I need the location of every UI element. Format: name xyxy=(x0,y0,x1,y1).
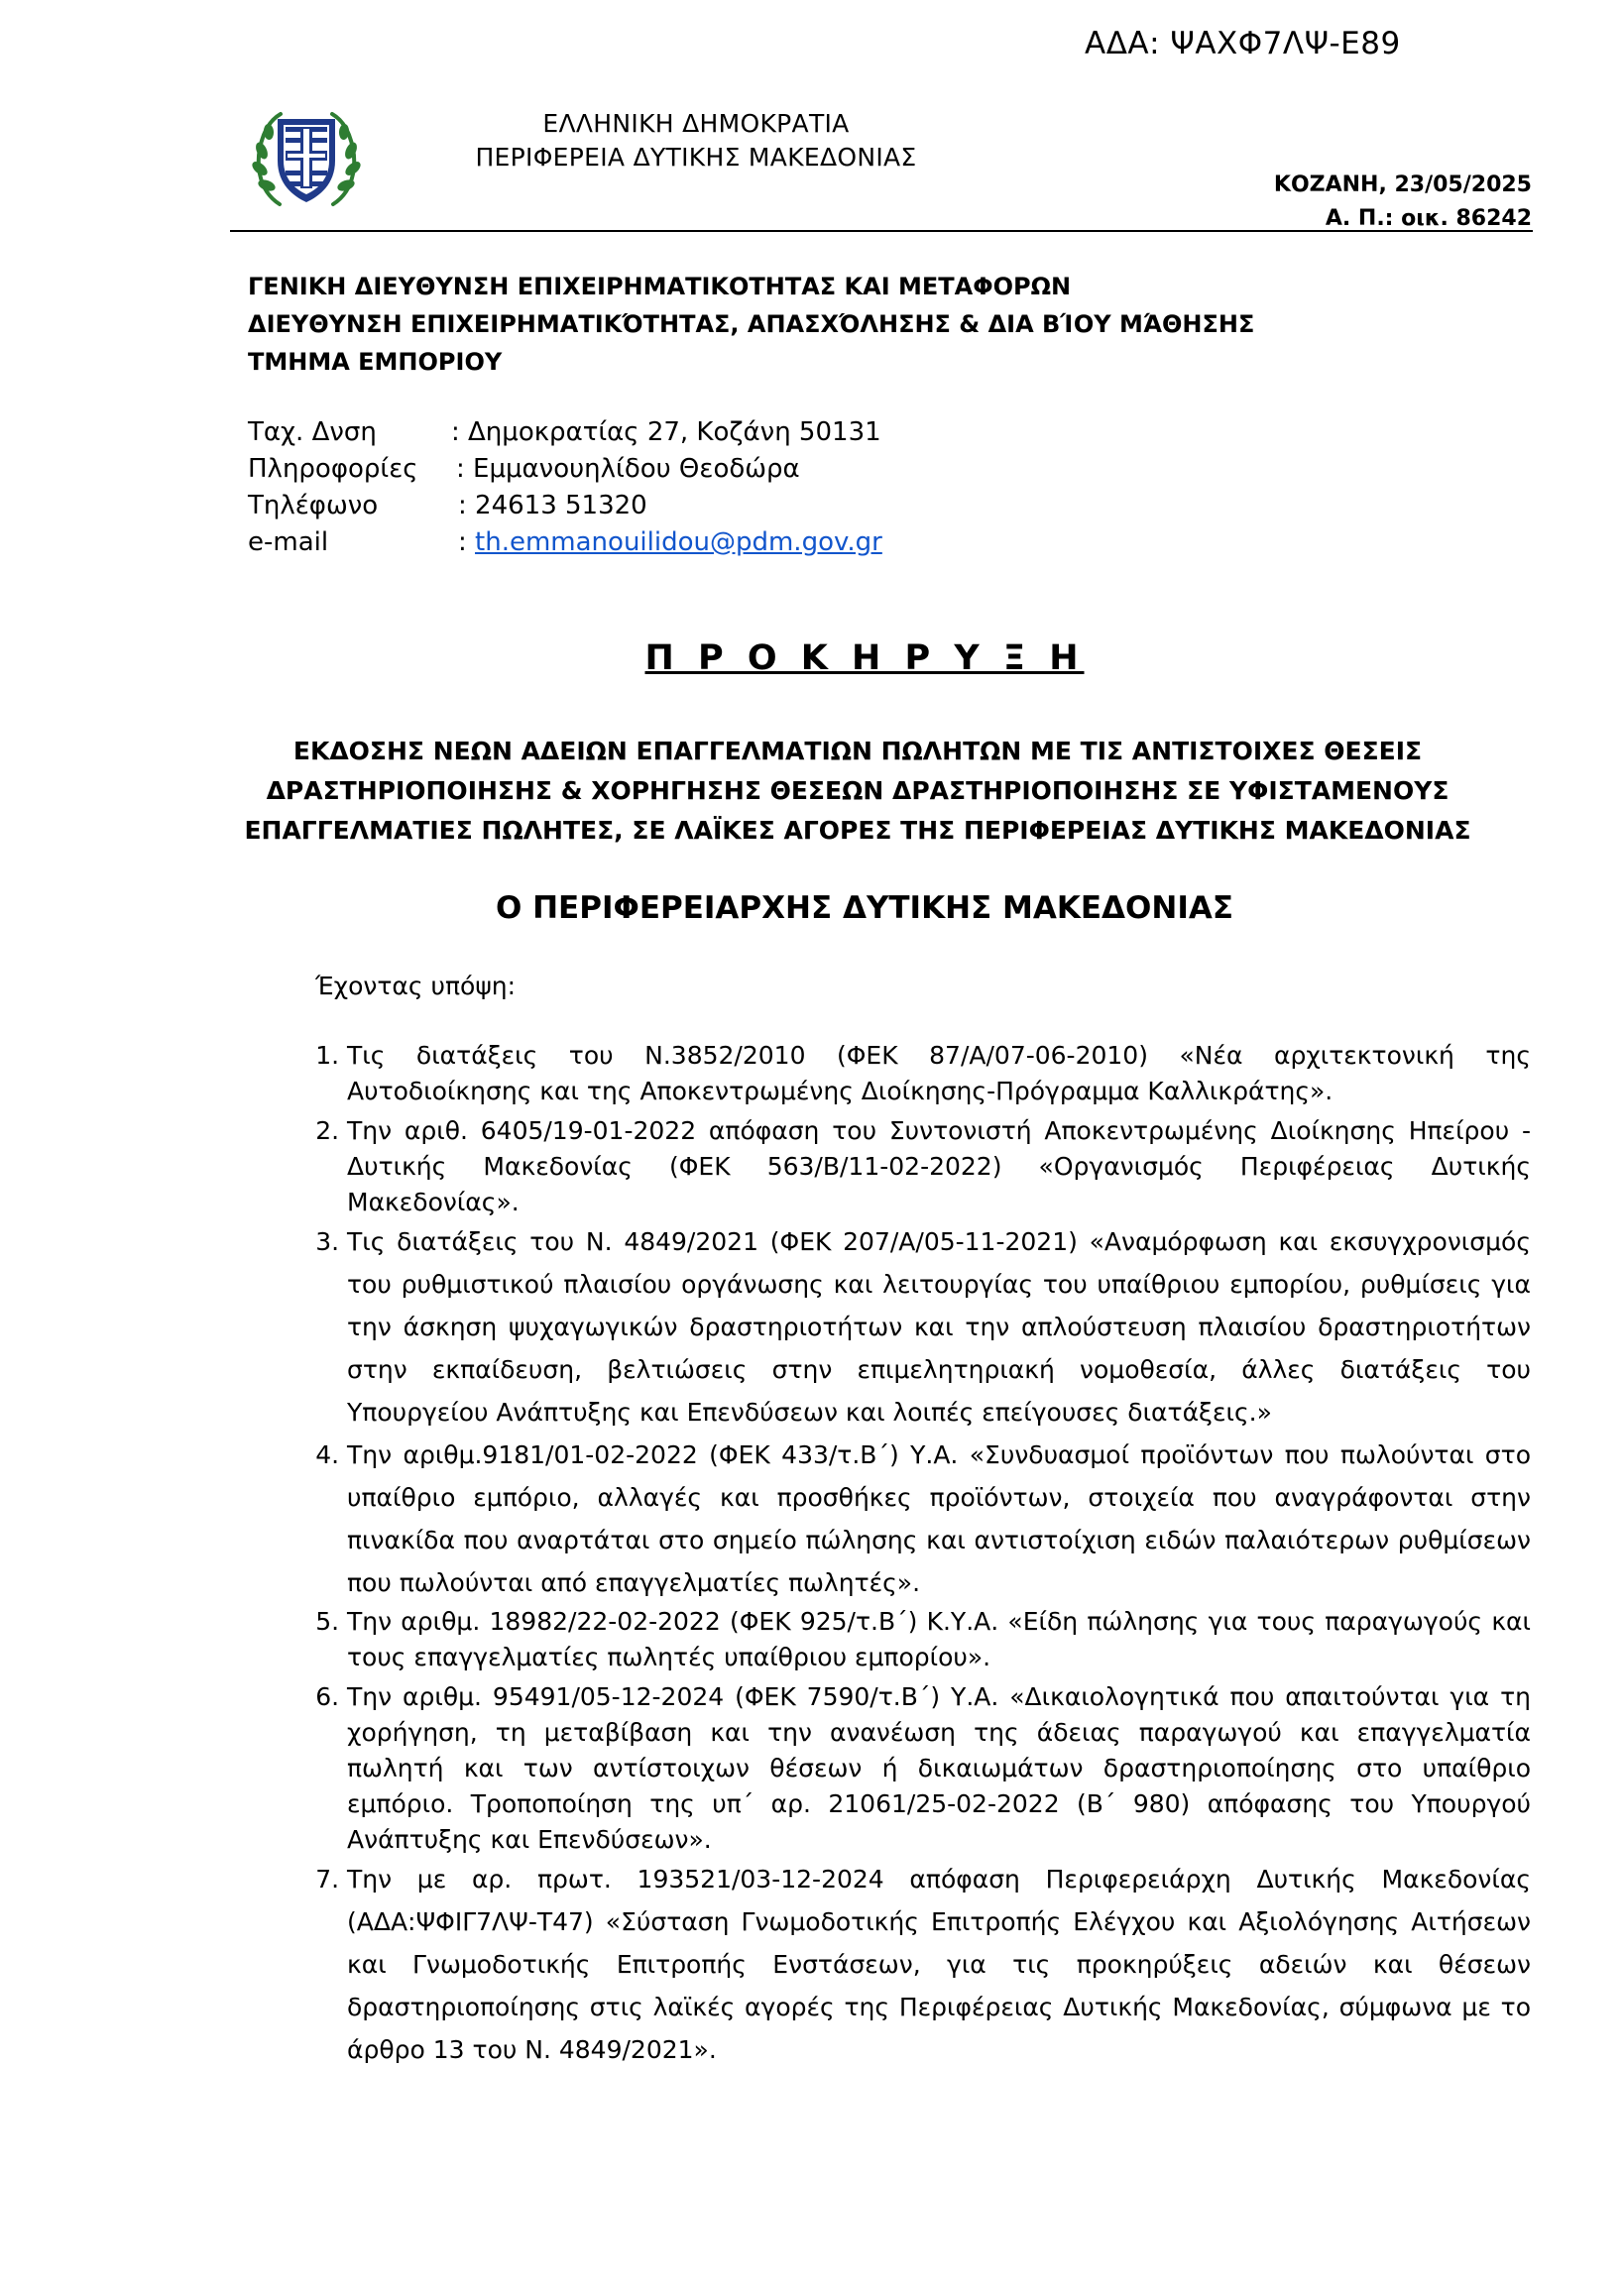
email-link[interactable]: th.emmanouilidou@pdm.gov.gr xyxy=(475,527,882,557)
considerations-list xyxy=(297,1038,1531,2071)
subject-line: ΕΠΑΓΓΕΛΜΑΤΙΕΣ ΠΩΛΗΤΕΣ, ΣΕ ΛΑΪΚΕΣ ΑΓΟΡΕΣ ΤΗΣ ΠΕΡΙΦΕΡΕΙΑΣ ΔΥΤΙΚΗΣ ΜΑΚΕΔΟΝΙΑΣ xyxy=(244,816,1471,845)
considering-intro: Έχοντας υπόψη: xyxy=(315,972,517,1000)
general-directorate: ΓΕΝΙΚΗ ΔΙΕΥΘΥΝΣΗ ΕΠΙΧΕΙΡΗΜΑΤΙΚΟΤΗΤΑΣ ΚΑΙ ΜΕΤΑΦΟΡΩΝ xyxy=(248,273,1072,300)
regional-head-heading: Ο ΠΕΡΙΦΕΡΕΙΑΡΧΗΣ ΔΥΤΙΚΗΣ ΜΑΚΕΔΟΝΙΑΣ xyxy=(495,890,1234,926)
subject-line: ΔΡΑΣΤΗΡΙΟΠΟΙΗΣΗΣ & ΧΟΡΗΓΗΣΗΣ ΘΕΣΕΩΝ ΔΡΑΣΤΗΡΙΟΠΟΙΗΣΗΣ ΣΕ ΥΦΙΣΤΑΜΕΝΟΥΣ xyxy=(266,776,1450,805)
protocol-number: Α. Π.: οικ. 86242 xyxy=(1325,206,1532,231)
header-divider xyxy=(230,230,1533,232)
directorate-name: ΔΙΕΥΘΥΝΣΗ ΕΠΙΧΕΙΡΗΜΑΤΙΚΌΤΗΤΑΣ, ΑΠΑΣΧΌΛΗΣΗΣ & ΔΙΑ ΒΊΟΥ ΜΆΘΗΣΗΣ xyxy=(248,310,1255,338)
email-colon: : xyxy=(458,527,467,557)
address-value: : Δημοκρατίας 27, Κοζάνη 50131 xyxy=(451,417,881,447)
email-label: e-mail xyxy=(248,527,329,557)
republic-name: ΕΛΛΗΝΙΚΗ ΔΗΜΟΚΡΑΤΙΑ xyxy=(542,109,850,138)
phone-label: Τηλέφωνο xyxy=(248,491,379,520)
document-title: Π Ρ Ο Κ Η Ρ Υ Ξ Η xyxy=(644,638,1085,678)
email-value xyxy=(458,524,882,561)
greek-coat-of-arms-icon xyxy=(250,105,363,212)
address-label: Ταχ. Δνση xyxy=(248,417,377,447)
phone-value: : 24613 51320 xyxy=(458,491,647,520)
ada-code: ΑΔΑ: ΨΑΧΦ7ΛΨ-Ε89 xyxy=(1085,26,1401,61)
list-item: 6. Την αριθμ. 95491/05-12-2024 (ΦΕΚ 7590/τ.Β΄) Υ.Α. «Δικαιολογητικά που απαιτούνται για τη χορήγηση, τη μεταβίβαση και την ανανέωση της άδειας παραγωγού και επαγγελματία πωλητή και των αντίστοιχων θέσεων ή δικαιωμάτων δραστηριοποίησης στο υπαίθριο εμπόριο. Τροποποίηση της υπ΄ αρ. 21061/25-02-2022 (Β΄ 980) απόφασης του Υπουργού Ανάπτυξης και Επενδύσεων». xyxy=(347,1679,1531,1858)
subject-block xyxy=(218,732,1497,851)
subject-line: ΕΚΔΟΣΗΣ ΝΕΩΝ ΑΔΕΙΩΝ ΕΠΑΓΓΕΛΜΑΤΙΩΝ ΠΩΛΗΤΩΝ ΜΕ ΤΙΣ ΑΝΤΙΣΤΟΙΧΕΣ ΘΕΣΕΙΣ xyxy=(292,737,1423,765)
region-name: ΠΕΡΙΦΕΡΕΙΑ ΔΥΤΙΚΗΣ ΜΑΚΕΔΟΝΙΑΣ xyxy=(475,143,917,172)
list-item: 5. Την αριθμ. 18982/22-02-2022 (ΦΕΚ 925/τ.Β΄) Κ.Υ.Α. «Είδη πώλησης για τους παραγωγούς και τους επαγγελματίες πωλητές υπαίθριου εμπορίου». xyxy=(347,1604,1531,1675)
info-label: Πληροφορίες xyxy=(248,454,418,484)
list-item: 1. Τις διατάξεις του Ν.3852/2010 (ΦΕΚ 87/Α/07-06-2010) «Νέα αρχιτεκτονική της Αυτοδιοίκησης και της Αποκεντρωμένης Διοίκησης-Πρόγραμμα Καλλικράτης». xyxy=(347,1038,1531,1109)
document-date: ΚΟΖΑΝΗ, 23/05/2025 xyxy=(1273,172,1532,197)
directorate-block xyxy=(248,268,1254,381)
list-item: 7. Την με αρ. πρωτ. 193521/03-12-2024 απόφαση Περιφερειάρχη Δυτικής Μακεδονίας (ΑΔΑ:ΨΦΙΓ7ΛΨ-Τ47) «Σύσταση Γνωμοδοτικής Επιτροπής Ελέγχου και Αξιολόγησης Αιτήσεων και Γνωμοδοτικής Επιτροπής Ενστάσεων, για τις προκηρύξεις αδειών και θέσεων δραστηριοποίησης στις λαϊκές αγορές της Περιφέρειας Δυτικής Μακεδονίας, σύμφωνα με το άρθρο 13 του Ν. 4849/2021». xyxy=(347,1858,1531,2071)
list-item: 3. Τις διατάξεις του Ν. 4849/2021 (ΦΕΚ 207/Α/05-11-2021) «Αναμόρφωση και εκσυγχρονισμός του ρυθμιστικού πλαισίου οργάνωσης και λειτουργίας του υπαίθριου εμπορίου, ρυθμίσεις για την άσκηση ψυχαγωγικών δραστηριοτήτων και την απλούστευση πλαισίου δραστηριοτήτων στην εκπαίδευση, βελτιώσεις στην επιμελητηριακή νομοθεσία, άλλες διατάξεις του Υπουργείου Ανάπτυξης και Επενδύσεων και λοιπές επείγουσες διατάξεις.» xyxy=(347,1220,1531,1434)
list-item: 4. Την αριθμ.9181/01-02-2022 (ΦΕΚ 433/τ.Β΄) Υ.Α. «Συνδυασμοί προϊόντων που πωλούνται στο υπαίθριο εμπόριο, αλλαγές και προσθήκες προϊόντων, στοιχεία που αναγράφονται στην πινακίδα που αναρτάται στο σημείο πώλησης και αντιστοίχιση ειδών παλαιότερων ρυθμίσεων που πωλούνται από επαγγελματίες πωλητές». xyxy=(347,1434,1531,1604)
date-protocol-block xyxy=(1274,169,1532,236)
issuer-block xyxy=(450,107,942,174)
department-name: ΤΜΗΜΑ ΕΜΠΟΡΙΟΥ xyxy=(248,348,503,376)
info-value: : Εμμανουηλίδου Θεοδώρα xyxy=(456,454,800,484)
list-item: 2. Την αριθ. 6405/19-01-2022 απόφαση του Συντονιστή Αποκεντρωμένης Διοίκησης Ηπείρου - Δυτικής Μακεδονίας (ΦΕΚ 563/Β/11-02-2022) «Οργανισμός Περιφέρειας Δυτικής Μακεδονίας». xyxy=(347,1113,1531,1220)
